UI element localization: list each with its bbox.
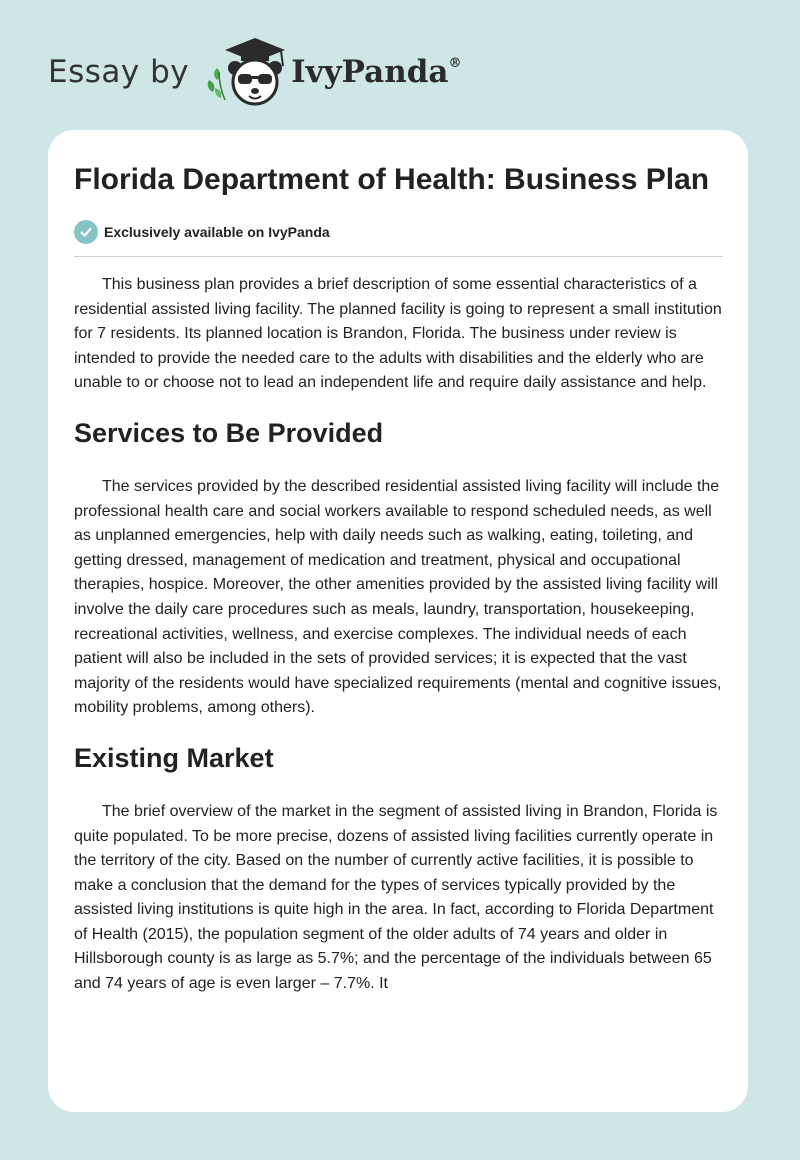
section-text-market: The brief overview of the market in the segment of assisted living in Brandon, Florida is quite populated. To be more precise, dozens of assisted living facilities currently operate in the territory of the city. Based on the number of currently active facilities, it is possible to make a conclusion that the demand for the types of services typically provided by the assisted living institutions is quite high in the area. In fact, according to Florida Department of Health (2015), the population segment of the older adults of 74 years and older in Hillsborough county is as large as 5.7%; and the percentage of the individuals between 65 and 74 years of age is even larger – 7.7%. It [74, 802, 718, 993]
intro-paragraph: This business plan provides a brief description of some essential characteristics of a residential assisted living facility. The planned facility is going to represent a small institution for 7 residents. Its planned location is Brandon, Florida. The business under review is intended to provide the needed care to the adults with disabilities and the elderly who are unable to or choose not to lead an independent life and require daily assistance and help. [74, 276, 722, 392]
divider [74, 256, 723, 257]
site-header [48, 36, 748, 108]
brand-name[interactable]: IvyPanda® [291, 54, 462, 90]
exclusive-badge [74, 217, 723, 247]
section-text-services: The services provided by the described residential assisted living facility will include the professional health care and social workers available to respond scheduled needs, as well as unplanned emergencies, help with daily needs such as walking, eating, toileting, and getting dressed, management of medication and treatment, physical and occupational therapies, hospice. Moreover, the other amenities provided by the assisted living facility will involve the daily care procedures such as meals, laundry, transportation, housekeeping, recreational activities, wellness, and exercise complexes. The individual needs of each patient will also be included in the sets of provided services; it is expected that the vast majority of the residents would have specialized requirements (mental and cognitive issues, mobility problems, among others). [74, 477, 722, 717]
page-title: Florida Department of Health: Business Plan [74, 163, 710, 196]
section-heading-market: Existing Market [74, 742, 274, 773]
section-heading-services: Services to Be Provided [74, 417, 384, 448]
essay-by-label: Essay by [48, 54, 190, 90]
registered-mark: ® [448, 56, 462, 71]
article-card [48, 130, 748, 1112]
panda-logo-icon[interactable] [203, 36, 289, 108]
check-icon [74, 220, 98, 244]
exclusive-label: Exclusively available on IvyPanda [104, 224, 330, 240]
